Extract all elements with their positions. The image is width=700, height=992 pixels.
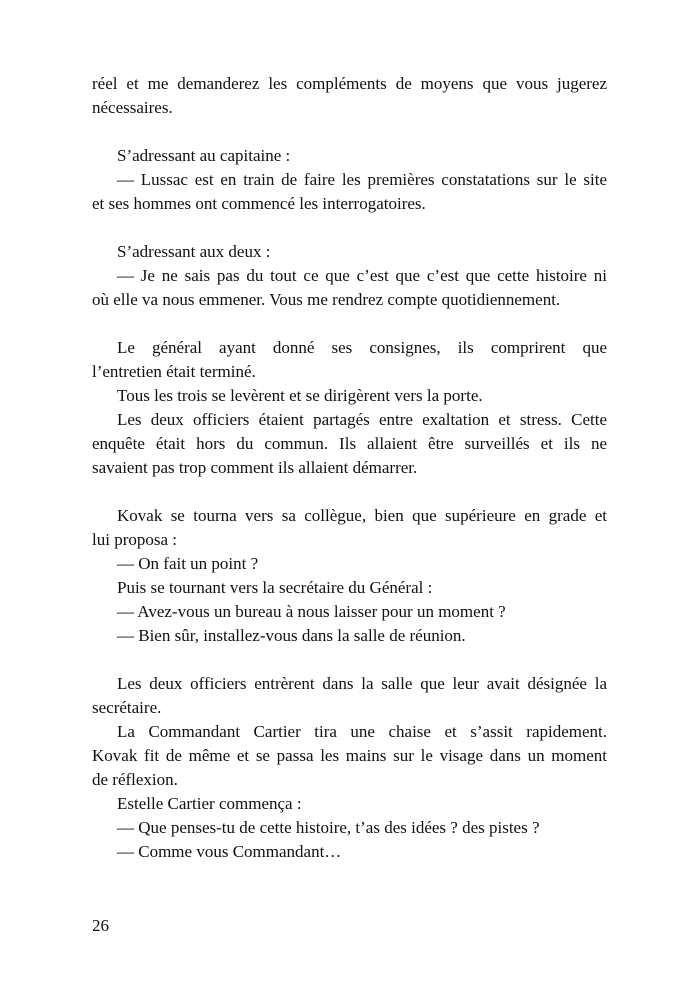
text-line: — Que penses-tu de cette histoire, t’as des idées ? des pistes ?: [117, 818, 540, 837]
paragraph-gap: [92, 216, 607, 240]
text-line: Kovak se tourna vers sa collègue, bien que supérieure en grade et: [117, 506, 607, 525]
text-line: Les deux officiers étaient partagés entre exaltation et stress. Cette: [117, 410, 607, 429]
text-line: — Bien sûr, installez-vous dans la salle de réunion.: [117, 626, 466, 645]
paragraph-gap: [92, 120, 607, 144]
text-line: nécessaires.: [92, 98, 173, 117]
text-line: où elle va nous emmener. Vous me rendrez compte quotidiennement.: [92, 290, 561, 309]
text-line: Puis se tournant vers la secrétaire du Général :: [117, 578, 433, 597]
paragraph-gap: [92, 648, 607, 672]
paragraph-gap: [92, 480, 607, 504]
text-line: secrétaire.: [92, 698, 162, 717]
text-line: La Commandant Cartier tira une chaise et s’assit rapidement.: [117, 722, 607, 741]
text-line: lui proposa :: [92, 530, 177, 549]
text-line: S’adressant aux deux :: [117, 242, 271, 261]
text-line: Kovak fit de même et se passa les mains sur le visage dans un moment: [92, 746, 607, 765]
page-body: [92, 72, 607, 864]
text-line: — Comme vous Commandant…: [117, 842, 342, 861]
text-line: réel et me demanderez les compléments de moyens que vous jugerez: [92, 74, 607, 93]
text-line: l’entretien était terminé.: [92, 362, 256, 381]
text-line: — Lussac est en train de faire les premières constatations sur le site: [117, 170, 607, 189]
text-line: de réflexion.: [92, 770, 178, 789]
page-number: 26: [92, 916, 109, 935]
text-line: Les deux officiers entrèrent dans la salle que leur avait désignée la: [117, 674, 607, 693]
text-line: enquête était hors du commun. Ils allaient être surveillés et ils ne: [92, 434, 607, 453]
text-line: — Je ne sais pas du tout ce que c’est que c’est que cette histoire ni: [117, 266, 607, 285]
text-line: Le général ayant donné ses consignes, ils comprirent que: [117, 338, 607, 357]
text-line: et ses hommes ont commencé les interrogatoires.: [92, 194, 426, 213]
text-line: Tous les trois se levèrent et se dirigèrent vers la porte.: [117, 386, 483, 405]
text-line: Estelle Cartier commença :: [117, 794, 302, 813]
paragraph-gap: [92, 312, 607, 336]
text-line: — Avez-vous un bureau à nous laisser pour un moment ?: [117, 602, 506, 621]
text-line: — On fait un point ?: [117, 554, 259, 573]
text-line: savaient pas trop comment ils allaient démarrer.: [92, 458, 418, 477]
text-line: S’adressant au capitaine :: [117, 146, 291, 165]
